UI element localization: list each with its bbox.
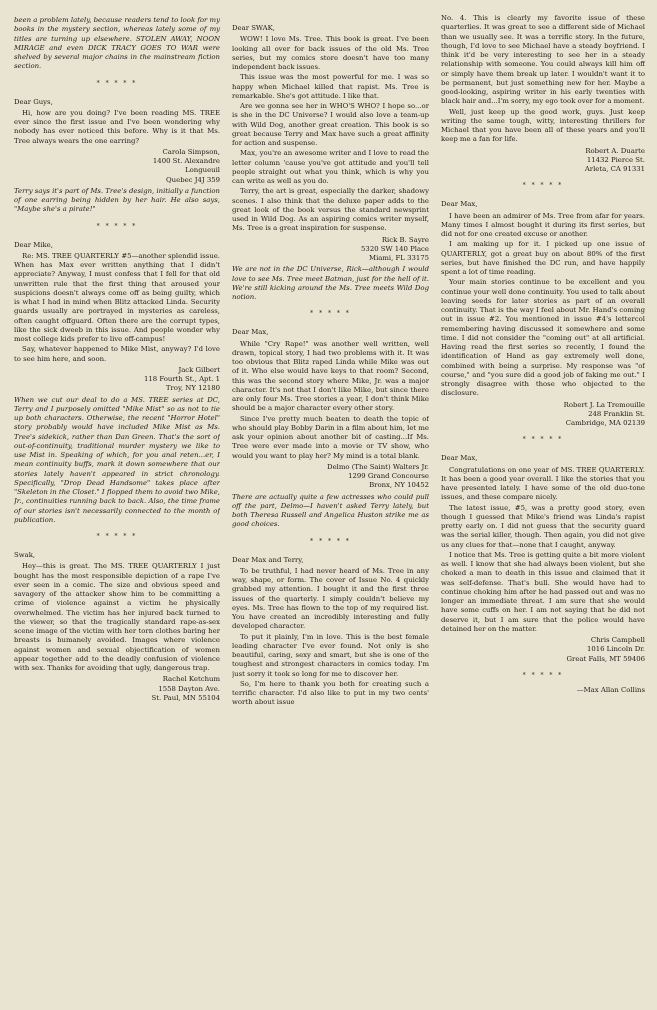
letter-salutation: Dear Max and Terry,: [232, 555, 304, 564]
letter-salutation: Dear Guys,: [14, 97, 53, 106]
column-middle: [232, 14, 429, 1006]
letter-salutation: Swak,: [14, 551, 36, 560]
letter-salutation: Dear Mike,: [14, 240, 53, 249]
letter-paragraph: No. 4. This is clearly my favorite issue of these quarterlies. It was great to see a different side of Michael than we usually see. It was a terrific story. In the future, though, I'd love to see Michael have a steady boyfriend. I think it'd be very interesting to see her in a steady relationship with someone. You could always kill him off or simply have them break up later. I wouldn't want it to be permanent, but just something new for her. Maybe a good-looking, aspiring writer in his early twenties with black hair and...I'm sorry, my ego took over for a moment.: [441, 14, 645, 106]
letter-paragraph: Re: MS. TREE QUARTERLY #5—another splendid issue. When has Max ever written anything that I didn't appreciate? Anyway, I must confess that I fell for that old unwritten rule that the first thing that aroused your suspicions doesn't always come off as being guilty, which is what I had in mind when Blitz attacked Linda. Security guards usually are portrayed in mysteries as careless, often caught offguard. Often there are the corrupt types, like the sick dweeb in this issue. And people wonder why most college kids prefer to live off-campus!: [14, 251, 220, 344]
signature-line: St. Paul, MN 55104: [151, 693, 220, 702]
editor-signoff: —Max Allan Collins: [576, 685, 645, 694]
signature-line: Jack Gilbert: [178, 365, 220, 374]
signature-line: Miami, FL 33175: [369, 254, 429, 262]
letter-paragraph: Your main stories continue to be excellent and you continue your well done continuity. You used to talk about leaving seeds for later stories as part of an overall continuity. That is the way I feel about Mr. Hand's coming out in issue #2. You mentioned in issue #4's lettercol remembering having discussed it somewhere and some time. I did not consider the "coming out" at all artificial. Having read the first series so recently, I found the identification of Hand as gay extremely well done, combined with being a surprise. My response was "of course," and "you sure did a good job of faking me out." I strongly disagree with those who objected to the disclosure.: [441, 278, 645, 398]
section-divider: * * * * *: [522, 182, 564, 190]
signature-line: 5320 SW 140 Place: [361, 244, 429, 253]
section-divider: * * * * *: [96, 79, 138, 87]
letter-signature: [441, 401, 645, 429]
signature-line: 1016 Lincoln Dr.: [586, 645, 645, 654]
letter-signature: [14, 675, 220, 703]
column-right: [441, 14, 645, 1006]
letter-paragraph: Well, just keep up the good work, guys. Just keep writing the same tough, witty, interesting thrillers for Michael that you have been all of these years and you'll keep me a fan for life.: [441, 107, 645, 144]
letter-salutation: Dear Max,: [441, 454, 478, 463]
editor-response: We are not in the DC Universe, Rick—although I would love to see Ms. Tree meet Batman, just for the hell of it. We're still kicking around the Ms. Tree meets Wild Dog notion.: [232, 265, 429, 301]
signature-line: Delmo (The Saint) Walters Jr.: [327, 462, 429, 471]
signature-line: Rachel Ketchum: [162, 675, 220, 684]
section-divider: * * * * *: [96, 222, 138, 230]
signature-line: Carola Simpson,: [162, 147, 220, 156]
letter-paragraph: This issue was the most powerful for me. I was so happy when Michael killed that rapist. Ms. Tree is remarkable. She's got attitude. I like that.: [232, 73, 429, 100]
signature-line: Longueuil: [185, 166, 220, 175]
editor-response: been a problem lately, because readers tend to look for my books in the mystery section, whereas lately some of my titles are turning up elsewhere. STOLEN AWAY, NOON MIRAGE and even DICK TRACY GOES TO WAR were shelved by several major chains in the mainstream fiction section.: [14, 16, 220, 71]
letter-paragraph: I notice that Ms. Tree is getting quite a bit more violent as well. I know that she had always been violent, but she choked a man to death in this issue and claimed that it was self-defense. That's bull. She would have had to continue choking him after he had passed out and was no longer an immediate threat. I am sure that she would have some cuffs on her. I am not saying that he did not deserve it, but I am sure that the police would have detained her on the matter.: [441, 550, 645, 633]
signature-line: 11432 Pierce St.: [586, 155, 645, 164]
signature-line: Arleta, CA 91331: [584, 165, 645, 173]
letter-signature: [14, 366, 220, 394]
editor-response: When we cut our deal to do a MS. TREE series at DC, Terry and I purposely omitted "Mike Mist" so as not to tie up both characters. Otherwise, the recent "Horror Hotel" story probably would have included Mike Mist as Ms. Tree's sidekick, rather than Dan Green. That's the sort of out-of-continuity, traditional murder mystery we like to use Mist in. Speaking of which, for you anal reten...er, I mean continuity buffs, mark it down somewhere that our stories lately haven't appeared in strict chronology. Specifically, "Drop Dead Handsome" takes place after "Skeleton in the Closet." I flopped them to avoid two Mike, Jr., continuities running back to back. Also, the time frame of our stories isn't necessarily connected to the month of publication.: [14, 395, 220, 524]
signature-line: Cambridge, MA 02139: [565, 419, 645, 428]
letter-paragraph: Hi, how are you doing? I've been reading MS. TREE ever since the first issue and I've been wondering why nobody has ever noticed this before. Why is it that Ms. Tree always wears the one earring?: [14, 108, 220, 145]
letter-paragraph: Terry, the art is great, especially the darker, shadowy scenes. I also think that the deluxe paper adds to the great look of the book versus the standard newsprint used in Wild Dog. As an aspiring comics writer myself, Ms. Tree is a great inspiration for suspense.: [232, 187, 429, 233]
letter-salutation: Dear SWAK,: [232, 24, 275, 32]
signature-line: Troy, NY 12180: [165, 384, 220, 393]
section-divider: * * * * *: [96, 533, 138, 541]
signature-line: 118 Fourth St., Apt. 1: [143, 375, 220, 384]
editor-response: There are actually quite a few actresses who could pull off the part, Delmo—I haven't asked Terry lately, but both Theresa Russell and Angelica Huston strike me as good choices.: [232, 492, 429, 529]
signature-line: Quebec J4J 359: [166, 175, 220, 184]
letter-paragraph: The latest issue, #5, was a pretty good story, even though I guessed that Mike's friend was Linda's rapist pretty early on. I did not guess that the security guard was the serial killer, though. Then again, you did not give us any clues for that—none that I caught, anyway.: [441, 503, 645, 549]
column-left: [14, 14, 220, 1006]
signature-line: 1400 St. Alexandre: [152, 157, 220, 166]
letter-paragraph: To put it plainly, I'm in love. This is the best female leading character I've ever found. Not only is she beautiful, caring, sexy and smart, but she is one of the toughest and strongest characters in comics today. I'm just sorry it took so long for me to discover her.: [232, 632, 429, 678]
letter-signature: [232, 236, 429, 264]
section-divider: * * * * *: [522, 436, 564, 444]
letter-signature: [441, 147, 645, 175]
signature-line: 1299 Grand Concourse: [348, 472, 429, 481]
letter-paragraph: I am making up for it. I picked up one issue of QUARTERLY, got a great buy on about 80% of the first series, but have finished the DC run, and have happily spent a lot of time reading.: [441, 240, 645, 277]
letter-paragraph: While "Cry Rape!" was another well written, well drawn, topical story, I had two problems with it. It was too obvious that Blitz raped Linda while Mike was out of it. Who else would have keys to that room? Second, this was the second story where Mike, Jr. was a major character. It's not that I don't like Mike, but since there are only four Ms. Tree stories a year, I don't think Mike should be a major character every other story.: [232, 339, 429, 413]
letter-signature: [441, 636, 645, 664]
section-divider: * * * * *: [522, 671, 564, 679]
signature-line: Rick B. Sayre: [381, 235, 429, 244]
letter-paragraph: Congratulations on one year of MS. TREE QUARTERLY. It has been a good year overall. I like the stories that you have presented lately. I have some of the old duo-tone issues, and these compare nicely.: [441, 465, 645, 502]
letter-paragraph: Hey—this is great. The MS. TREE QUARTERLY I just bought has the most responsible depiction of a rape I've ever seen in a comic. The size and obvious speed and savagery of the attacker show him to be committing a crime of violence against a victim he physically overwhelmed. The victim has her injured back turned to the viewer, so that the tragically standard rape-as-sex scene image of the victim with her torn clothes baring her breasts is humanely avoided. Images where violence against women and sexual objectification of women appear together add to the deadly confusion of violence with sex. Thanks for avoiding that ugly, dangerous trap.: [14, 562, 220, 673]
letter-signature: [232, 463, 429, 491]
letter-paragraph: Are we gonna see her in WHO'S WHO? I hope so...or is she in the DC Universe? I would also love a team-up with Wild Dog, another great creation. This book is so great because Terry and Max have such a great affinity for action and suspense.: [232, 102, 429, 147]
letter-salutation: Dear Max,: [441, 200, 478, 209]
section-divider: * * * * *: [310, 310, 351, 318]
letter-paragraph: WOW! I love Ms. Tree. This book is great. I've been looking all over for back issues of the old Ms. Tree series, but my comics store doesn't have too many independent back issues.: [232, 35, 429, 71]
letter-paragraph: I have been an admirer of Ms. Tree from afar for years. Many times I almost bought it during its first series, but did not for one created excuse or another.: [441, 211, 645, 239]
signature-line: Chris Campbell: [590, 636, 645, 645]
letter-paragraph: So, I'm here to thank you both for creating such a terrific character. I'd also like to put in my two cents' worth about issue: [232, 679, 429, 707]
letter-paragraph: To be truthful, I had never heard of Ms. Tree in any way, shape, or form. The cover of Issue No. 4 quickly grabbed my attention. I bought it and the first three issues of the quarterly. I simply couldn't believe my eyes. Ms. Tree has flown to the top of my required list. You have created an incredibly interesting and fully developed character.: [232, 566, 429, 631]
letter-paragraph: Say, whatever happened to Mike Mist, anyway? I'd love to see him here, and soon.: [14, 345, 220, 363]
letter-salutation: Dear Max,: [232, 328, 269, 337]
signature-line: Great Falls, MT 59406: [566, 654, 645, 663]
signature-line: Robert A. Duarte: [585, 146, 645, 155]
letter-paragraph: Max, you're an awesome writer and I love to read the letter column 'cause you've got attitude and you'll tell people straight out what you think, which is why you can write as well as you do.: [232, 149, 429, 185]
letter-signature: [14, 148, 220, 185]
letter-paragraph: Since I've pretty much beaten to death the topic of who should play Bobby Darin in a film about him, let me ask your opinion about another bit of casting...If Ms. Tree were ever made into a movie or TV show, who would you want to play her? My mind is a total blank.: [232, 414, 429, 460]
section-divider: * * * * *: [310, 537, 351, 545]
signature-line: Bronx, NY 10452: [369, 481, 429, 490]
signature-line: 248 Franklin St.: [588, 409, 645, 418]
editor-response: Terry says it's part of Ms. Tree's design, initially a function of one earring being hidden by her hair. He also says, "Maybe she's a pirate!": [14, 186, 220, 214]
signature-line: Robert J. La Tremouille: [563, 400, 645, 409]
signature-line: 1558 Dayton Ave.: [158, 684, 220, 693]
